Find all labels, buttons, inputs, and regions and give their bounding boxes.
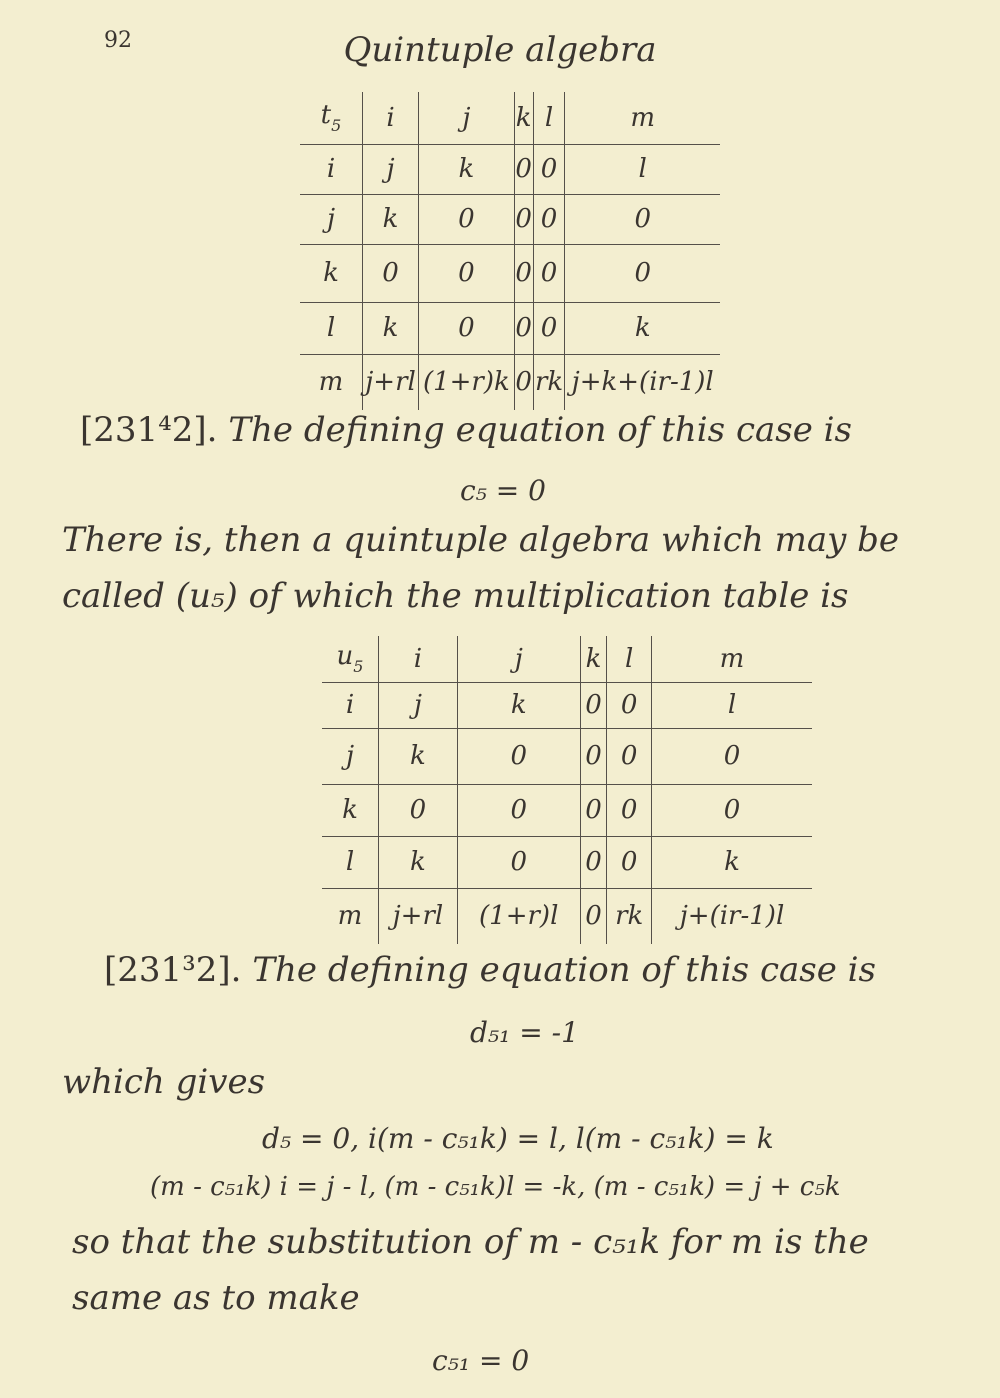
table-cell: 0 [565,244,720,302]
table-cell: 0 [565,194,720,244]
row-header: j [322,728,379,784]
multiplication-table-u5 [322,636,812,944]
table-row [300,244,720,302]
table-cell: j [363,144,419,194]
table-cell: l [565,144,720,194]
table-cell: (1+r)l [457,888,580,944]
table-cell: 0 [533,244,565,302]
equation-line-2: (m - c₅₁k) i = j - l, (m - c₅₁k)l = -k, (m - c₅₁k) = j + c₅k [150,1172,841,1202]
table-row [322,888,812,944]
column-header: l [533,92,565,144]
column-header: m [652,636,813,682]
table-corner: $u_5$ [322,636,379,682]
table-cell: 0 [533,144,565,194]
table-cell: 0 [379,784,458,836]
table-cell: 0 [419,302,515,354]
row-header: i [322,682,379,728]
table-cell: 0 [363,244,419,302]
table-cell: 0 [607,682,652,728]
table-cell: k [363,302,419,354]
table-cell: 0 [514,354,533,410]
table-cell: (1+r)k [419,354,515,410]
table-row [300,144,720,194]
table-cell: 0 [607,836,652,888]
table-cell: j+k+(ir-1)l [571,367,714,398]
row-header: j [300,194,363,244]
column-header: m [565,92,720,144]
table-row [322,836,812,888]
table-cell: 0 [580,728,607,784]
row-header: k [300,244,363,302]
table-cell: j+(ir-1)l [679,901,785,932]
table-cell: 0 [652,784,813,836]
table-cell: j+rl [379,888,458,944]
table-cell: k [379,728,458,784]
closing-equation: c₅₁ = 0 [432,1344,530,1377]
table-cell: j [379,682,458,728]
page-number: 92 [104,28,132,53]
case-text: The defining equation of this case is [228,410,852,450]
row-header: l [322,836,379,888]
table-cell: 0 [652,728,813,784]
table-cell: k [652,836,813,888]
row-header: m [300,354,363,410]
table-cell: 0 [514,194,533,244]
column-header: j [457,636,580,682]
case-equation-1: c₅ = 0 [460,474,546,507]
case-heading-2 [104,950,876,990]
table-cell: 0 [580,682,607,728]
table-cell: rk [607,888,652,944]
table-cell: 0 [607,784,652,836]
column-header: k [580,636,607,682]
row-header: l [300,302,363,354]
row-header: i [300,144,363,194]
table-row [300,354,720,410]
case-equation-2: d₅₁ = -1 [470,1016,579,1049]
equation-line-1: d₅ = 0, i(m - c₅₁k) = l, l(m - c₅₁k) = k [262,1122,774,1155]
case-text: The defining equation of this case is [252,950,876,990]
case-label: [231⁴2]. [80,410,218,450]
column-header: j [419,92,515,144]
row-header: m [322,888,379,944]
case-heading-1 [80,410,852,450]
table-cell: k [565,302,720,354]
table-cell: 0 [514,302,533,354]
table-cell: 0 [457,728,580,784]
row-header: k [322,784,379,836]
table-row [322,784,812,836]
table-cell: k [419,144,515,194]
paragraph-line-1: There is, then a quintuple algebra which may be [62,520,900,560]
closing-line-2: same as to make [72,1278,360,1318]
table-cell: k [379,836,458,888]
column-header: l [607,636,652,682]
table-row [300,302,720,354]
table-cell: 0 [580,836,607,888]
table-row [300,194,720,244]
table-cell: 0 [419,244,515,302]
table-cell: 0 [580,888,607,944]
column-header: k [514,92,533,144]
table-cell: 0 [457,836,580,888]
page-title: Quintuple algebra [343,30,657,70]
which-gives-text: which gives [62,1062,266,1102]
table-cell: 0 [533,194,565,244]
table-cell: l [652,682,813,728]
paragraph-line-2: called (u₅) of which the multiplication table is [62,576,849,616]
multiplication-table-t5 [300,92,720,410]
table-cell: 0 [514,144,533,194]
table-cell: 0 [419,194,515,244]
table-cell: 0 [514,244,533,302]
table-cell: 0 [533,302,565,354]
table-cell: k [363,194,419,244]
table-cell: j+rl [363,354,419,410]
table-cell: 0 [607,728,652,784]
table-cell: rk [533,354,565,410]
table-row [322,682,812,728]
column-header: i [363,92,419,144]
table-row [322,728,812,784]
case-label: [231³2]. [104,950,242,990]
table-cell: k [457,682,580,728]
table-cell: 0 [457,784,580,836]
closing-line-1: so that the substitution of m - c₅₁k for m is the [72,1222,869,1262]
table-cell: 0 [580,784,607,836]
table-corner: $t_5$ [300,92,363,144]
column-header: i [379,636,458,682]
